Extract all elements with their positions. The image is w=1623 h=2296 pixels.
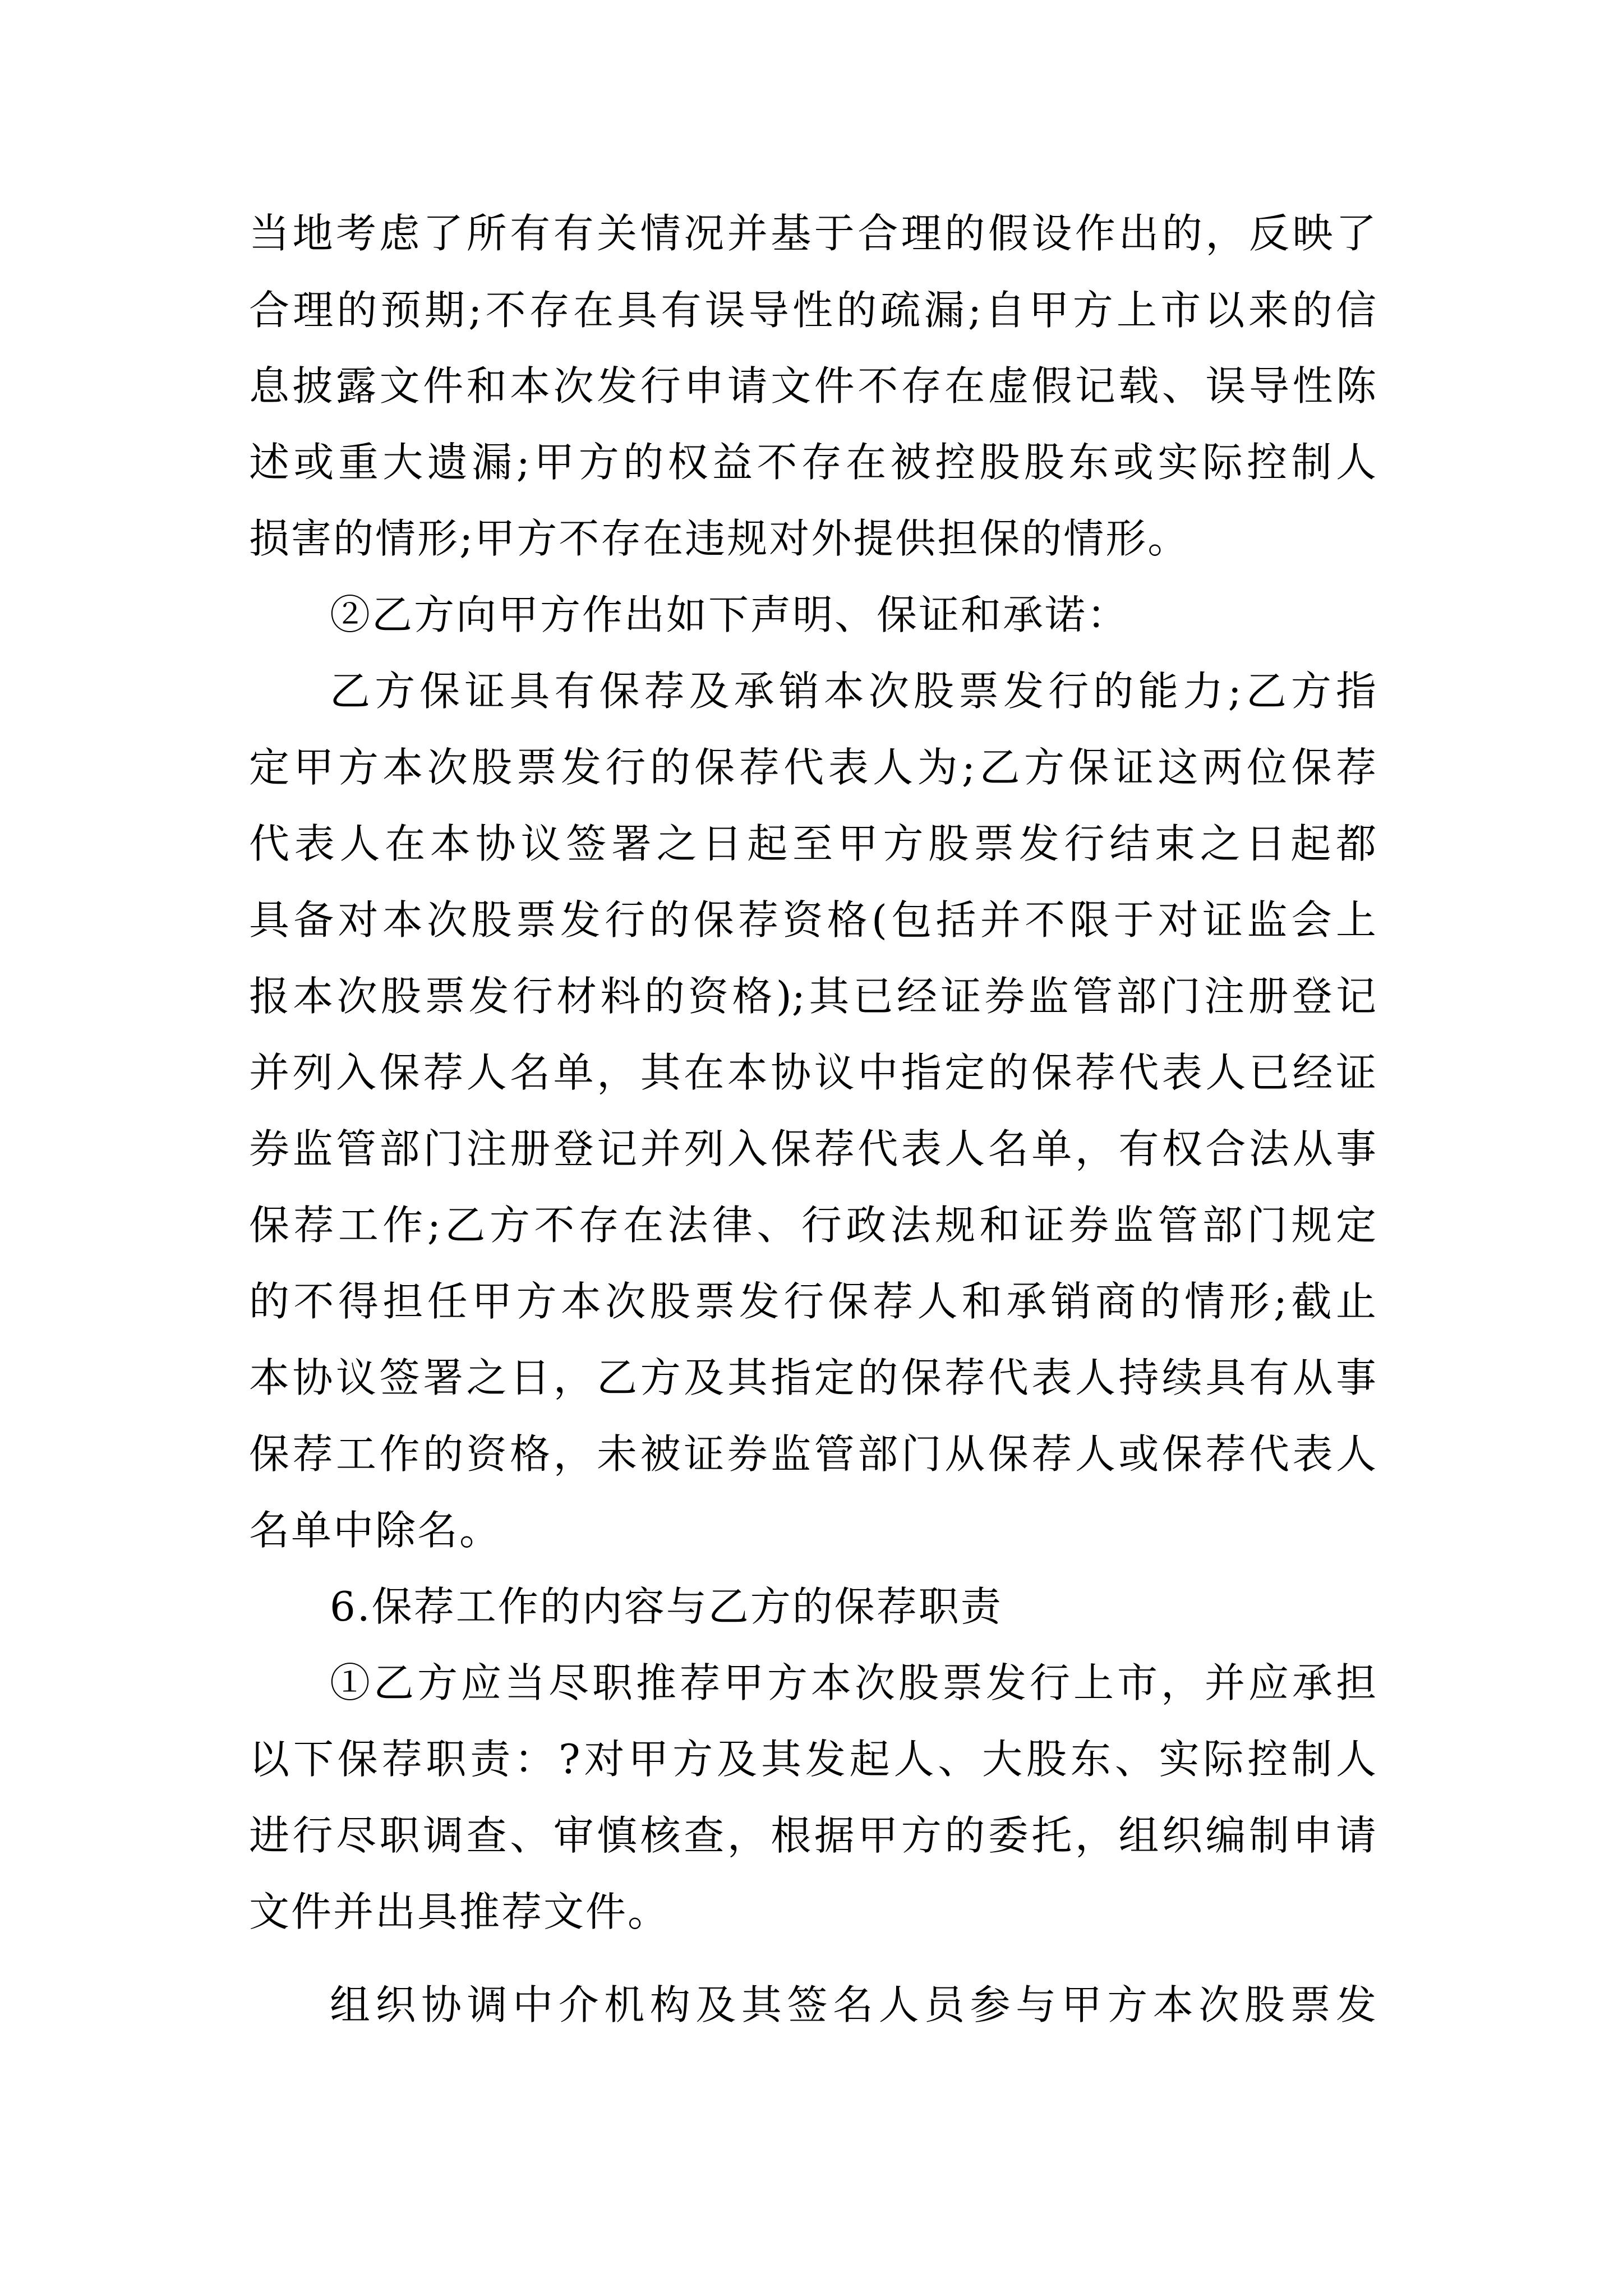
paragraph-line-2: 合理的预期;不存在具有误导性的疏漏;自甲方上市以来的信 <box>249 287 1376 334</box>
paragraph-line-8: 定甲方本次股票发行的保荐代表人为;乙方保证这两位保荐 <box>249 744 1376 791</box>
paragraph-line-12: 并列入保荐人名单，其在本协议中指定的保荐代表人已经证 <box>249 1049 1376 1096</box>
paragraph-line-1: 当地考虑了所有有关情况并基于合理的假设作出的，反映了 <box>249 210 1376 257</box>
paragraph-line-13: 券监管部门注册登记并列入保荐代表人名单，有权合法从事 <box>249 1125 1376 1172</box>
paragraph-line-7: 乙方保证具有保荐及承销本次股票发行的能力;乙方指 <box>330 668 1376 715</box>
paragraph-line-18: 名单中除名。 <box>249 1507 502 1554</box>
paragraph-line-16: 本协议签署之日，乙方及其指定的保荐代表人持续具有从事 <box>249 1354 1376 1401</box>
paragraph-line-24: 组织协调中介机构及其签名人员参与甲方本次股票发 <box>330 1981 1376 2028</box>
paragraph-line-3: 息披露文件和本次发行申请文件不存在虚假记载、误导性陈 <box>249 362 1376 409</box>
paragraph-line-4: 述或重大遗漏;甲方的权益不存在被控股股东或实际控制人 <box>249 439 1376 486</box>
section-heading: 6.保荐工作的内容与乙方的保荐职责 <box>330 1583 1003 1630</box>
paragraph-line-21: 以下保荐职责：?对甲方及其发起人、大股东、实际控制人 <box>249 1736 1376 1783</box>
paragraph-line-15: 的不得担任甲方本次股票发行保荐人和承销商的情形;截止 <box>249 1278 1376 1325</box>
paragraph-line-20: ①乙方应当尽职推荐甲方本次股票发行上市，并应承担 <box>330 1659 1376 1706</box>
paragraph-line-14: 保荐工作;乙方不存在法律、行政法规和证券监管部门规定 <box>249 1202 1376 1249</box>
paragraph-line-11: 报本次股票发行材料的资格);其已经证券监管部门注册登记 <box>249 973 1376 1020</box>
paragraph-line-10: 具备对本次股票发行的保荐资格(包括并不限于对证监会上 <box>249 896 1376 944</box>
paragraph-line-5: 损害的情形;甲方不存在违规对外提供担保的情形。 <box>249 515 1190 562</box>
declaration-heading: ②乙方向甲方作出如下声明、保证和承诺： <box>330 591 1129 638</box>
paragraph-line-17: 保荐工作的资格，未被证券监管部门从保荐人或保荐代表人 <box>249 1430 1376 1478</box>
paragraph-line-23: 文件并出具推荐文件。 <box>249 1888 670 1935</box>
paragraph-line-9: 代表人在本协议签署之日起至甲方股票发行结束之日起都 <box>249 820 1376 867</box>
paragraph-line-22: 进行尽职调查、审慎核查，根据甲方的委托，组织编制申请 <box>249 1812 1376 1859</box>
